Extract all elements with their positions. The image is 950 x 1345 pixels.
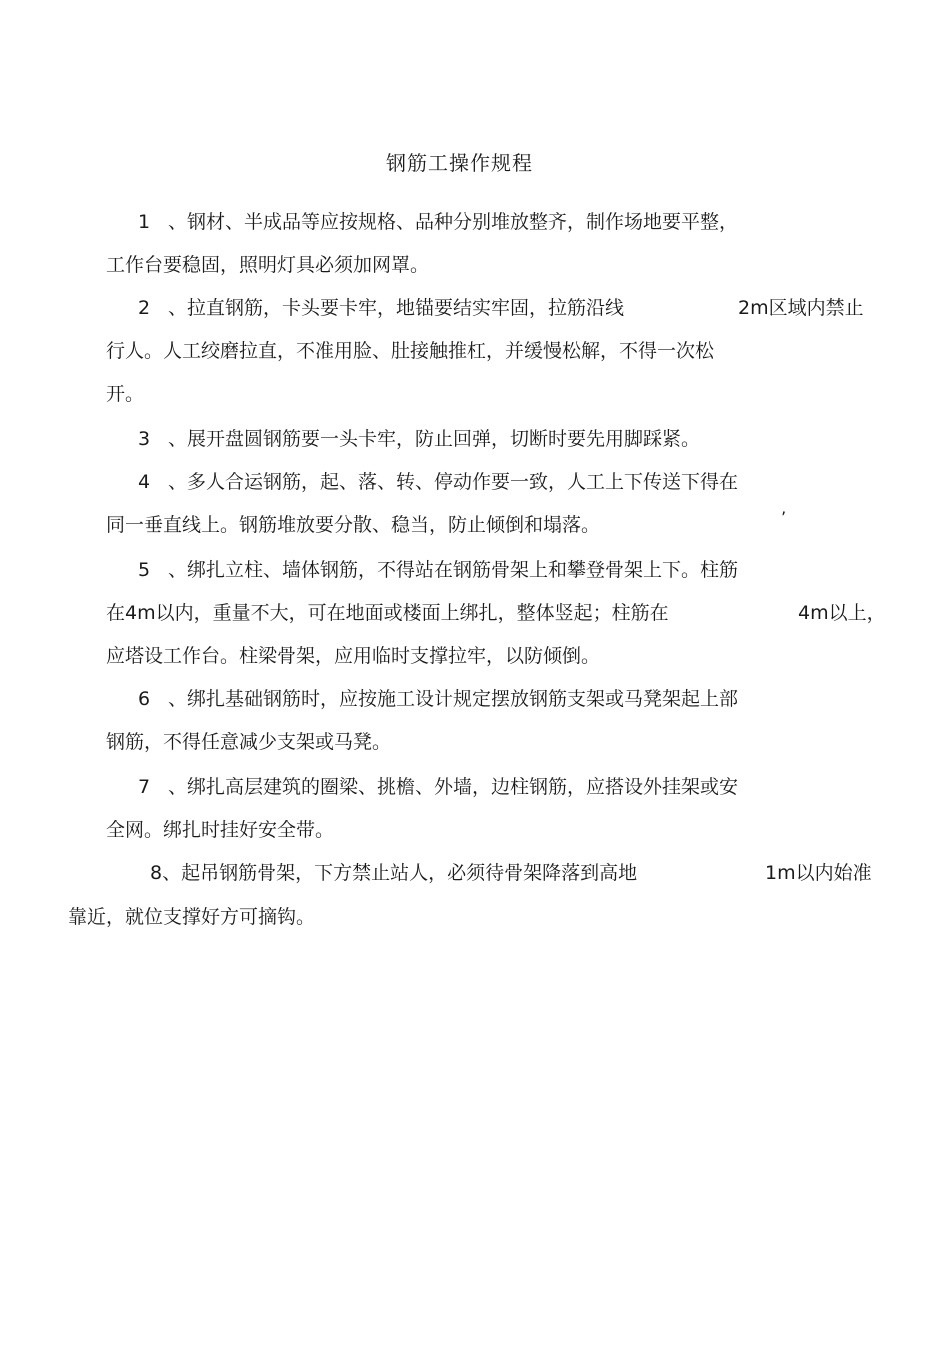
item-5-number: 5 [138, 559, 151, 581]
item-6-number: 6 [138, 688, 151, 710]
stray-mark: ’ [781, 508, 787, 527]
item-7-line-1: 、绑扎高层建筑的圈梁、挑檐、外墙，边柱钢筋，应搭设外挂架或安 [168, 776, 739, 798]
item-4-line-2: 同一垂直线上。钢筋堆放要分散、稳当，防止倾倒和塌落。 [106, 514, 601, 536]
item-4-number: 4 [138, 471, 151, 493]
item-5-line-2-tail: 4m以上， [798, 602, 886, 624]
item-2-line-1-tail: 2m区域内禁止 [738, 297, 864, 319]
item-2-line-1: 、拉直钢筋，卡头要卡牢，地锚要结实牢固，拉筋沿线 [168, 297, 625, 319]
item-5-line-2: 在4m以内，重量不大，可在地面或楼面上绑扎，整体竖起；柱筋在 [106, 602, 669, 624]
item-1-line-2: 工作台要稳固，照明灯具必须加网罩。 [106, 254, 430, 276]
item-2-number: 2 [138, 297, 151, 319]
item-3-line-1: 、展开盘圆钢筋要一头卡牢，防止回弹，切断时要先用脚踩紧。 [168, 428, 701, 450]
item-8-line-1-tail: 1m以内始准 [765, 862, 872, 884]
item-2-line-3: 开。 [106, 383, 145, 405]
item-8-line-2: 靠近，就位支撑好方可摘钩。 [68, 906, 316, 928]
item-1-line-1: 、钢材、半成品等应按规格、品种分别堆放整齐，制作场地要平整， [168, 211, 739, 233]
item-6-line-1: 、绑扎基础钢筋时，应按施工设计规定摆放钢筋支架或马凳架起上部 [168, 688, 739, 710]
item-6-line-2: 钢筋，不得任意减少支架或马凳。 [106, 731, 392, 753]
item-3-number: 3 [138, 428, 151, 450]
item-4-line-1: 、多人合运钢筋，起、落、转、停动作要一致，人工上下传送下得在 [168, 471, 739, 493]
item-7-number: 7 [138, 776, 151, 798]
document-title: 钢筋工操作规程 [386, 151, 533, 175]
item-5-line-3: 应塔设工作台。柱梁骨架，应用临时支撑拉牢，以防倾倒。 [106, 645, 601, 667]
item-8-line-1: 8、起吊钢筋骨架，下方禁止站人，必须待骨架降落到高地 [150, 862, 638, 884]
item-1-number: 1 [138, 211, 151, 233]
item-7-line-2: 全网。绑扎时挂好安全带。 [106, 819, 335, 841]
item-2-line-2: 行人。人工绞磨拉直，不准用脸、肚接触推杠，并缓慢松解，不得一次松 [106, 340, 715, 362]
item-5-line-1: 、绑扎立柱、墙体钢筋，不得站在钢筋骨架上和攀登骨架上下。柱筋 [168, 559, 739, 581]
